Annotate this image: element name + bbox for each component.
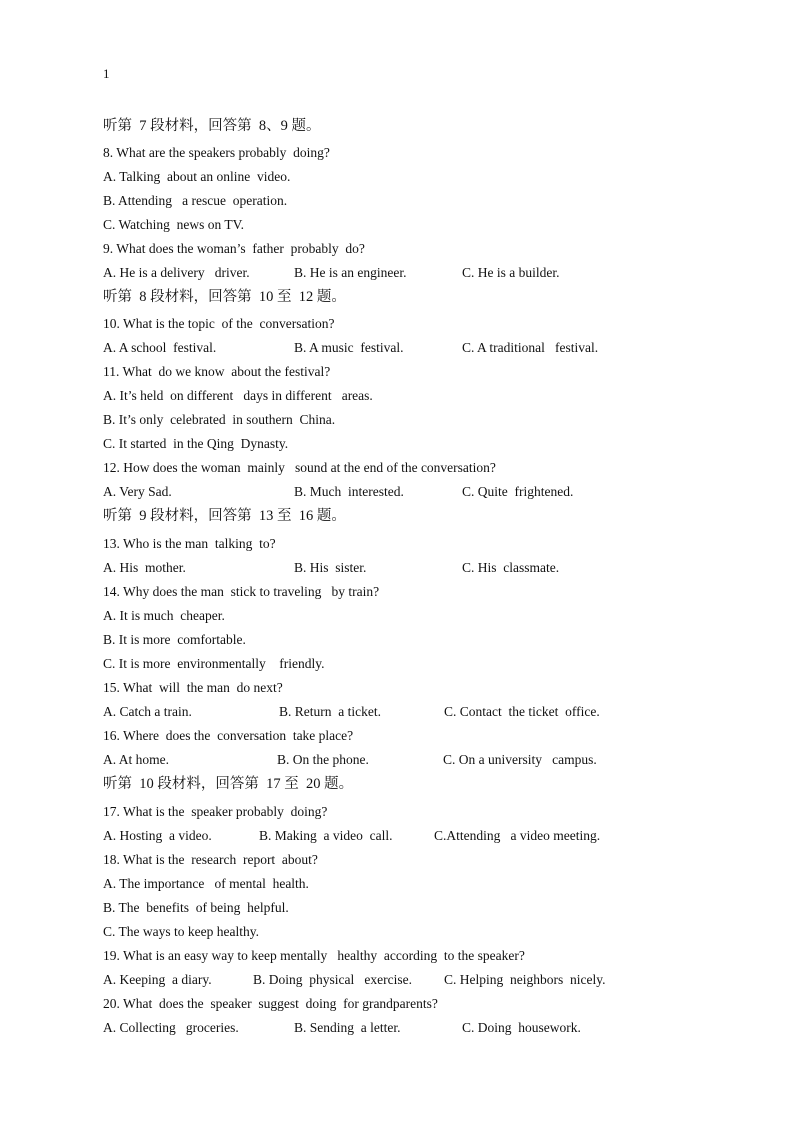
option: A. It’s held on different days in different areas. [103,388,373,403]
option: B. Doing physical exercise. [253,972,412,987]
option: A. Keeping a diary. [103,972,212,987]
question-text: 19. What is an easy way to keep mentally healthy according to the speaker? [103,948,525,963]
option: A. It is much cheaper. [103,608,225,623]
option: A. The importance of mental health. [103,876,309,891]
option: B. It is more comfortable. [103,632,246,647]
option: B. Sending a letter. [294,1020,401,1035]
option: A. Hosting a video. [103,828,212,843]
option: B. The benefits of being helpful. [103,900,289,915]
question-text: 20. What does the speaker suggest doing for grandparents? [103,996,438,1011]
option: B. A music festival. [294,340,404,355]
question-text: 10. What is the topic of the conversation? [103,316,335,331]
option: C. On a university campus. [443,752,597,767]
option: A. He is a delivery driver. [103,265,250,280]
option: C. Watching news on TV. [103,217,245,232]
section-heading: 听第 10 段材料，回答第 17 至 20 题。 [103,776,354,792]
option: B. On the phone. [277,752,369,767]
option: B. Return a ticket. [279,704,381,719]
option: A. Very Sad. [103,484,172,499]
page-number: 1 [103,66,110,81]
option: A. Collecting groceries. [103,1020,239,1035]
option: C.Attending a video meeting. [434,828,601,843]
option: C. He is a builder. [462,265,560,280]
option: B. He is an engineer. [294,265,407,280]
option: C. Quite frightened. [462,484,574,499]
option: C. The ways to keep healthy. [103,924,259,939]
question-text: 18. What is the research report about? [103,852,318,867]
option: B. Much interested. [294,484,404,499]
section-heading: 听第 8 段材料，回答第 10 至 12 题。 [103,289,346,305]
option: A. Catch a train. [103,704,192,719]
option: A. Talking about an online video. [103,169,291,184]
option: C. It is more environmentally friendly. [103,656,325,671]
question-text: 17. What is the speaker probably doing? [103,804,328,819]
option: B. Making a video call. [259,828,393,843]
option: C. It started in the Qing Dynasty. [103,436,289,451]
option: C. Doing housework. [462,1020,581,1035]
question-text: 11. What do we know about the festival? [103,364,331,379]
option: B. His sister. [294,560,367,575]
option: A. At home. [103,752,169,767]
question-text: 12. How does the woman mainly sound at the end of the conversation? [103,460,496,475]
option: C. Contact the ticket office. [444,704,600,719]
question-text: 16. Where does the conversation take place? [103,728,354,743]
option: A. A school festival. [103,340,217,355]
question-text: 8. What are the speakers probably doing? [103,145,330,160]
option: B. It’s only celebrated in southern China. [103,412,336,427]
section-heading: 听第 9 段材料，回答第 13 至 16 题。 [103,508,346,524]
question-text: 13. Who is the man talking to? [103,536,276,551]
option: C. A traditional festival. [462,340,599,355]
section-heading: 听第 7 段材料，回答第 8、9 题。 [103,118,321,134]
question-text: 9. What does the woman’s father probably do? [103,241,365,256]
option: C. His classmate. [462,560,560,575]
option: A. His mother. [103,560,186,575]
option: C. Helping neighbors nicely. [444,972,606,987]
question-text: 14. Why does the man stick to traveling by train? [103,584,380,599]
question-text: 15. What will the man do next? [103,680,283,695]
option: B. Attending a rescue operation. [103,193,288,208]
